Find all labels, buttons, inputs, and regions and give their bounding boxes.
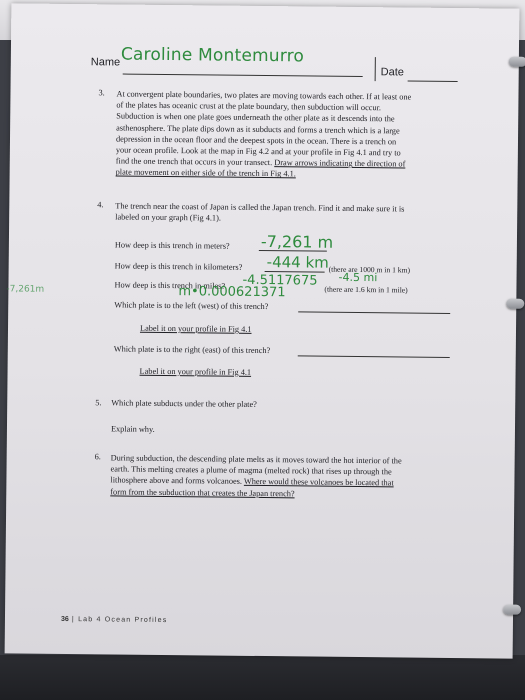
q5-question: Which plate subducts under the other plate? xyxy=(111,398,257,409)
q4-intro: The trench near the coast of Japan is called the Japan trench. Find it and make sure it is labeled on your graph (Fig 4.1). xyxy=(115,201,405,223)
name-line xyxy=(123,74,363,78)
q4-meters-question: How deep is this trench in meters? xyxy=(114,240,230,251)
date-separator xyxy=(375,57,376,81)
q3-text: At convergent plate boundaries, two plates are moving towards each other. If at least one of the plates has oceanic crust at the plate boundary, then subduction will occur. Subduction is when one plate goes underneath the other plate as it descends into the asthenosphere. The plate dips down as it subducts and forms a trench which is a large depression in the ocean floor and the deepest spots in the ocean. There is a trench on your ocean profile. Look at the map in Fig 4.2 and at your profile in Fig 4.1 and try to find the one trench that occurs in your transect. Draw arrows indicating the direction of plate movement on either side of the trench in Fig 4.1. xyxy=(116,88,477,181)
q4-right-plate-answer-line[interactable] xyxy=(298,355,450,358)
footer-title: Lab 4 Ocean Profiles xyxy=(78,616,168,625)
q6-question: Where would these volcanoes be located that xyxy=(243,477,394,488)
footer-separator: | xyxy=(71,616,75,624)
binder-ring xyxy=(509,57,525,67)
q4-meters-answer: -7,261 m xyxy=(260,231,334,252)
q4-miles-note: (there are 1.6 km in 1 mile) xyxy=(324,284,408,295)
q3-instruction-cont: plate movement on either side of the trench in Fig 4.1. xyxy=(115,167,296,179)
q4-km-answer: -444 km xyxy=(266,253,329,272)
q4-miles-question: How deep is this trench in miles? xyxy=(114,280,226,291)
date-line xyxy=(408,81,458,83)
q6-text: During subduction, the descending plate melts as it moves toward the hot interior of the earth. This melting creates a plume of magma (melted rock) that rises up through the lithosphere above and forms volcanoes. Where would these volcanoes be located that form from the subduction that creates the Japan trench? xyxy=(110,452,470,501)
page-footer xyxy=(61,616,168,624)
q3-number: 3. xyxy=(98,88,105,98)
q3-instruction: Draw arrows indicating the direction of xyxy=(274,158,406,169)
binder-ring xyxy=(503,605,521,615)
date-label: Date xyxy=(380,66,405,79)
q6-question-cont: form from the subduction that creates the Japan trench? xyxy=(110,487,295,498)
q5-number: 5. xyxy=(95,398,102,408)
worksheet-page xyxy=(5,3,520,658)
q4-km-question: How deep is this trench in kilometers? xyxy=(114,261,243,272)
q4-km-note: (there are 1000 m in 1 km) xyxy=(328,264,411,275)
q4-right-plate-question: Which plate is to the right (east) of this trench? xyxy=(113,344,271,356)
binder-ring xyxy=(506,299,524,309)
q6-number: 6. xyxy=(94,452,101,462)
q4-number: 4. xyxy=(97,200,104,210)
q4-left-plate-question: Which plate is to the left (west) of this trench? xyxy=(114,300,269,312)
q4-miles-answer-rounded: -4.5 mi xyxy=(338,270,378,285)
conversion-scribble: m•0.000621371 xyxy=(178,284,286,301)
name-handwritten: Caroline Montemurro xyxy=(120,44,305,67)
page-number: 36 xyxy=(60,615,69,623)
name-label: Name xyxy=(90,56,121,69)
margin-calculation: -7,261m xyxy=(6,284,45,295)
table-surface xyxy=(0,655,525,700)
q5-explain: Explain why. xyxy=(110,424,155,434)
q4-left-plate-instruction: Label it on your profile in Fig 4.1 xyxy=(139,323,252,334)
q4-left-plate-answer-line[interactable] xyxy=(298,311,450,314)
q4-miles-answer: -4.5117675 xyxy=(242,272,318,289)
q4-right-plate-instruction: Label it on your profile in Fig 4.1 xyxy=(139,366,252,377)
